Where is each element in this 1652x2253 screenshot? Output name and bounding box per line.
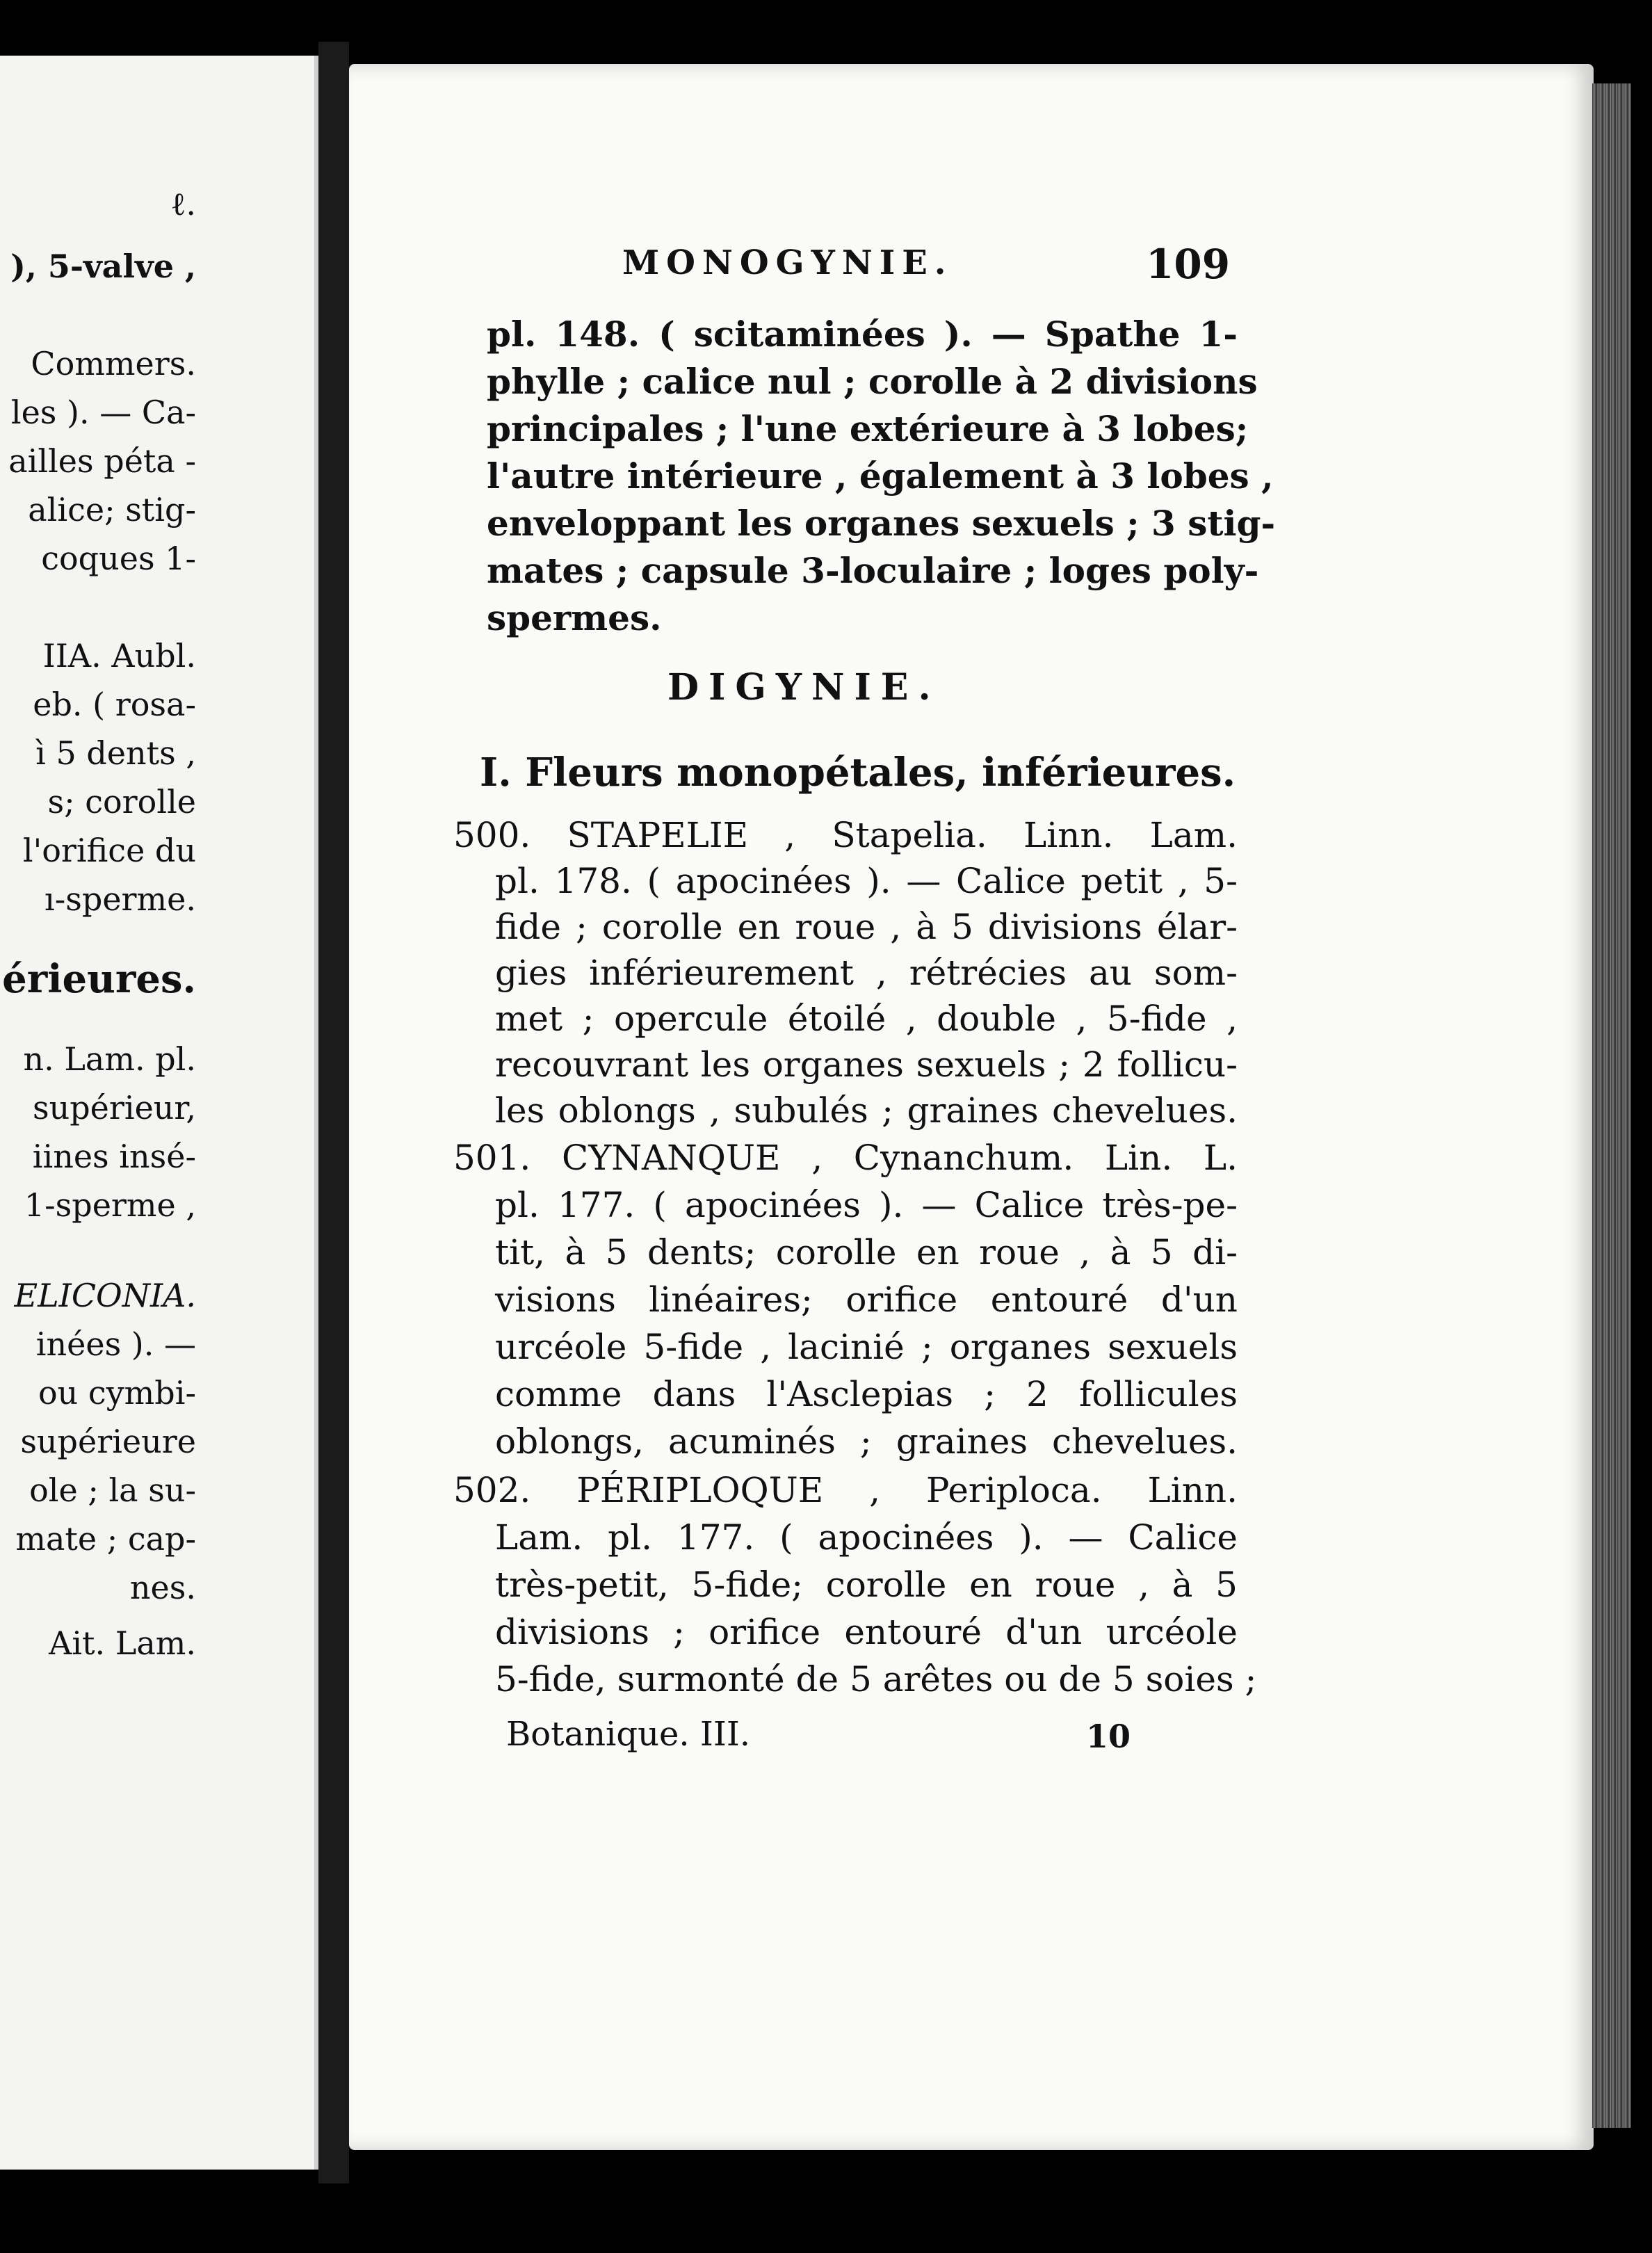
- entry-501-line: visions linéaires; orifice entouré d'un: [495, 1279, 1238, 1320]
- entry-502-line: divisions ; orifice entouré d'un urcéole: [495, 1612, 1238, 1652]
- left-page-line: supérieure: [20, 1423, 196, 1460]
- left-page-line: iines insé-: [32, 1138, 196, 1175]
- entry-501-line: pl. 177. ( apocinées ). — Calice très-pe-: [495, 1185, 1238, 1225]
- left-page-line: IIA. Aubl.: [42, 637, 196, 675]
- text-line: l'autre intérieure , également à 3 lobes ,: [487, 455, 1274, 496]
- entry-500-line: pl. 178. ( apocinées ). — Calice petit , 5-: [495, 861, 1238, 901]
- entry-500-line: les oblongs , subulés ; graines chevelues.: [495, 1090, 1238, 1131]
- left-page-line: ℓ.: [170, 185, 196, 223]
- left-page-line: l'orifice du: [22, 832, 196, 869]
- text-line: enveloppant les organes sexuels ; 3 stig-: [487, 503, 1276, 544]
- section-title: DIGYNIE.: [667, 666, 941, 709]
- entry-501-line: oblongs, acuminés ; graines chevelues.: [495, 1421, 1238, 1462]
- entry-500-line: recouvrant les organes sexuels ; 2 follicu-: [495, 1044, 1238, 1085]
- text-line: phylle ; calice nul ; corolle à 2 divisions: [487, 361, 1258, 402]
- signature-mark: Botanique. III.: [506, 1715, 751, 1754]
- text-line: spermes.: [487, 597, 662, 638]
- left-page-line: ı-sperme.: [44, 880, 196, 918]
- left-page-line: eb. ( rosa-: [33, 686, 196, 723]
- book-gutter: [318, 42, 349, 2183]
- left-page-line: ailles péta -: [8, 442, 196, 480]
- running-head: MONOGYNIE.: [622, 243, 953, 282]
- text-line: pl. 148. ( scitaminées ). — Spathe 1-: [487, 314, 1238, 355]
- entry-500-line: met ; opercule étoilé , double , 5-fide ,: [495, 999, 1238, 1039]
- entry-502-line: Lam. pl. 177. ( apocinées ). — Calice: [495, 1517, 1238, 1558]
- signature-number: 10: [1086, 1718, 1131, 1755]
- entry-501-line: tit, à 5 dents; corolle en roue , à 5 di-: [495, 1232, 1238, 1273]
- left-page: [0, 56, 318, 2170]
- left-page-line: s; corolle: [47, 783, 196, 821]
- left-page-line: n. Lam. pl.: [23, 1040, 196, 1078]
- subsection-title: I. Fleurs monopétales, inférieures.: [480, 750, 1236, 796]
- left-page-line: coques 1-: [41, 540, 196, 577]
- entry-502-line: très-petit, 5-fide; corolle en roue , à 5: [495, 1565, 1238, 1605]
- entry-500-line: fide ; corolle en roue , à 5 divisions élar-: [495, 907, 1238, 947]
- entry-500-line: gies inférieurement , rétrécies au som-: [495, 953, 1238, 993]
- left-page-line: Ait. Lam.: [49, 1624, 196, 1662]
- left-page-line: ELICONIA.: [14, 1277, 196, 1314]
- entry-500-line: 500. STAPELIE , Stapelia. Linn. Lam.: [453, 815, 1238, 855]
- left-page-line: érieures.: [2, 956, 196, 1002]
- left-page-line: 1-sperme ,: [24, 1186, 196, 1224]
- left-page-line: ì 5 dents ,: [35, 734, 196, 772]
- entry-501-line: comme dans l'Asclepias ; 2 follicules: [495, 1374, 1238, 1414]
- left-page-line: ole ; la su-: [29, 1471, 196, 1509]
- text-line: principales ; l'une extérieure à 3 lobes;: [487, 408, 1249, 449]
- entry-501-line: urcéole 5-fide , lacinié ; organes sexuels: [495, 1327, 1238, 1367]
- left-page-line: nes.: [129, 1569, 196, 1606]
- entry-502-line: 5-fide, surmonté de 5 arêtes ou de 5 soies ;: [495, 1659, 1257, 1699]
- left-page-line: alice; stig-: [28, 491, 196, 528]
- page-edges: [1592, 83, 1631, 2128]
- entry-502-line: 502. PÉRIPLOQUE , Periploca. Linn.: [453, 1470, 1238, 1510]
- text-line: mates ; capsule 3-loculaire ; loges poly-: [487, 550, 1259, 591]
- left-page-line: supérieur,: [32, 1089, 196, 1126]
- left-page-line: Commers.: [31, 345, 196, 382]
- left-page-line: les ). — Ca-: [10, 394, 196, 431]
- left-page-line: ), 5-valve ,: [10, 248, 196, 285]
- left-page-line: ou cymbi-: [38, 1374, 196, 1412]
- left-page-line: inées ). —: [35, 1325, 196, 1363]
- left-page-line: mate ; cap-: [15, 1520, 196, 1558]
- page-number: 109: [1146, 241, 1231, 288]
- entry-501-line: 501. CYNANQUE , Cynanchum. Lin. L.: [453, 1138, 1238, 1178]
